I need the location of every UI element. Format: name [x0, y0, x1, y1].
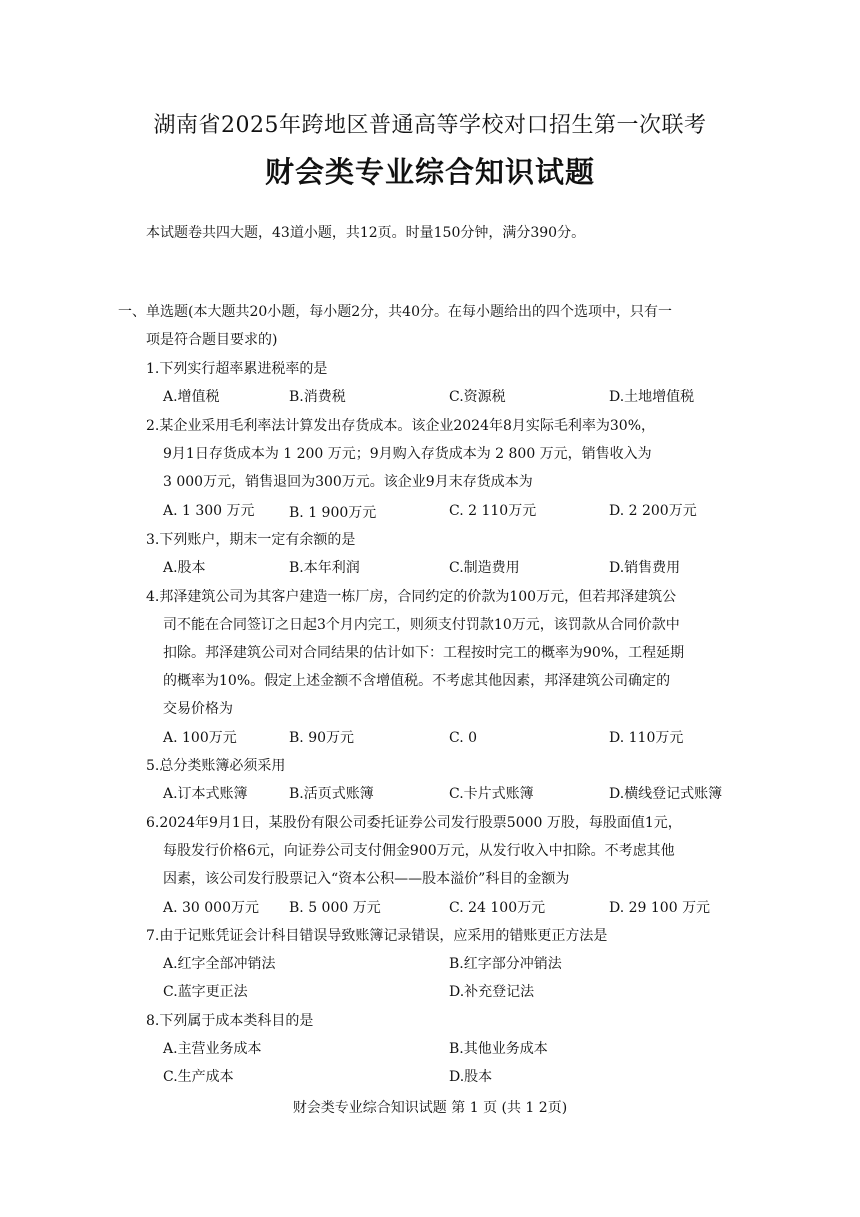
option-2d: D. 2 200万元 [609, 503, 697, 519]
option-8a: A.主营业务成本 [163, 1041, 262, 1057]
option-2a: A. 1 300 万元 [163, 503, 255, 519]
question-4-line-3: 扣除。邦泽建筑公司对合同结果的估计如下：工程按时完工的概率为90%，工程延期 [163, 645, 685, 661]
option-3b: B.本年利润 [289, 560, 360, 576]
page-footer: 财会类专业综合知识试题 第 1 页 (共 1 2页) [292, 1100, 568, 1116]
question-5: 5.总分类账簿必须采用 [146, 758, 286, 774]
option-3d: D.销售费用 [609, 560, 681, 576]
question-4-line-5: 交易价格为 [163, 701, 233, 717]
option-4d: D. 110万元 [609, 730, 684, 746]
option-1d: D.土地增值税 [609, 389, 695, 405]
option-7d: D.补充登记法 [449, 984, 535, 1000]
option-1c: C.资源税 [449, 389, 506, 405]
question-6-line-2: 每股发行价格6元，向证券公司支付佣金900万元，从发行收入中扣除。不考虑其他 [163, 843, 675, 859]
option-7b: B.红字部分冲销法 [449, 956, 562, 972]
exam-title: 湖南省2025年跨地区普通高等学校对口招生第一次联考 [153, 113, 707, 138]
question-8: 8.下列属于成本类科目的是 [146, 1013, 314, 1029]
option-5c: C.卡片式账簿 [449, 786, 534, 802]
option-4a: A. 100万元 [163, 730, 237, 746]
question-4: 4.邦泽建筑公司为其客户建造一栋厂房，合同约定的价款为100万元，但若邦泽建筑公 [146, 589, 677, 605]
option-6b: B. 5 000 万元 [289, 900, 381, 916]
option-5b: B.活页式账簿 [289, 786, 374, 802]
option-8c: C.生产成本 [163, 1069, 234, 1085]
question-4-line-2: 司不能在合同签订之日起3个月内完工，则须支付罚款10万元，该罚款从合同价款中 [163, 617, 680, 633]
question-6-line-3: 因素，该公司发行股票记入“资本公积——股本溢价”科目的金额为 [163, 871, 570, 887]
option-3a: A.股本 [163, 560, 206, 576]
option-2b: B. 1 900万元 [289, 505, 377, 521]
option-3c: C.制造费用 [449, 560, 520, 576]
option-2c: C. 2 110万元 [449, 503, 537, 519]
option-7c: C.蓝字更正法 [163, 984, 248, 1000]
section-heading: 一、单选题(本大题共20小题，每小题2分，共40分。在每小题给出的四个选项中，只有一 [118, 304, 672, 320]
option-6a: A. 30 000万元 [163, 900, 259, 916]
question-6: 6.2024年9月1日，某股份有限公司委托证券公司发行股票5000 万股，每股面值1元， [146, 815, 682, 831]
exam-subtitle: 财会类专业综合知识试题 [264, 155, 595, 189]
option-4b: B. 90万元 [289, 730, 355, 746]
option-7a: A.红字全部冲销法 [163, 956, 276, 972]
option-5d: D.横线登记式账簿 [609, 786, 723, 802]
question-2: 2.某企业采用毛利率法计算发出存货成本。该企业2024年8月实际毛利率为30%， [146, 418, 656, 434]
question-4-line-4: 的概率为10%。假定上述金额不含增值税。不考虑其他因素，邦泽建筑公司确定的 [163, 673, 671, 689]
option-6d: D. 29 100 万元 [609, 900, 711, 916]
option-6c: C. 24 100万元 [449, 900, 546, 916]
exam-intro: 本试题卷共四大题，43道小题，共12页。时量150分钟，满分390分。 [146, 225, 586, 241]
option-1b: B.消费税 [289, 389, 346, 405]
question-1: 1.下列实行超率累进税率的是 [146, 361, 328, 377]
option-5a: A.订本式账簿 [163, 786, 248, 802]
question-2-line-2: 9月1日存货成本为 1 200 万元；9月购入存货成本为 2 800 万元，销售收入为 [163, 446, 652, 462]
option-4c: C. 0 [449, 730, 478, 746]
section-heading-cont: 项是符合题目要求的) [146, 332, 278, 348]
question-7: 7.由于记账凭证会计科目错误导致账簿记录错误，应采用的错账更正方法是 [146, 928, 608, 944]
option-1a: A.增值税 [163, 389, 220, 405]
question-3: 3.下列账户，期末一定有余额的是 [146, 532, 356, 548]
option-8d: D.股本 [449, 1069, 493, 1085]
option-8b: B.其他业务成本 [449, 1041, 548, 1057]
question-2-line-3: 3 000万元，销售退回为300万元。该企业9月末存货成本为 [163, 474, 533, 490]
